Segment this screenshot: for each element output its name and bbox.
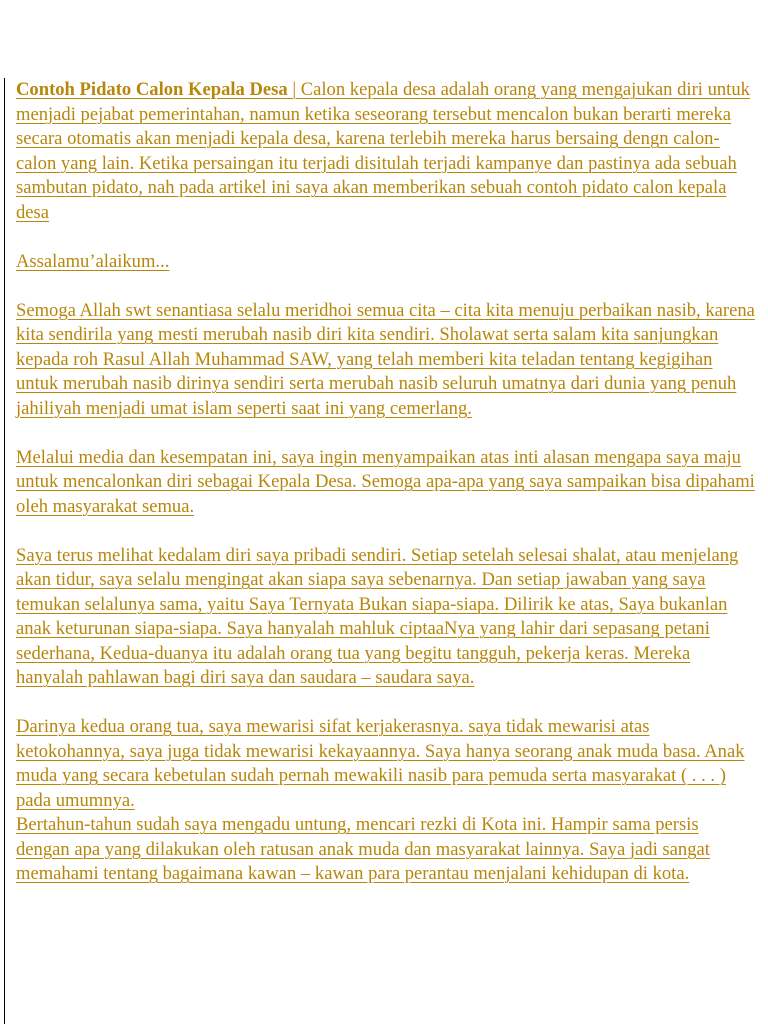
greeting-paragraph: [16, 250, 756, 275]
paragraph-2: [16, 446, 756, 520]
article-body: [16, 78, 756, 887]
article-title-link[interactable]: Contoh Pidato Calon Kepala Desa: [16, 79, 288, 100]
paragraph-1: [16, 299, 756, 422]
left-margin-rule: [4, 78, 5, 1024]
paragraph-3-link[interactable]: Saya terus melihat kedalam diri saya pribadi sendiri. Setiap setelah selesai shalat, atau menjelang akan tidur, saya selalu mengingat akan siapa saya sebenarnya. Dan setiap jawaban yang saya temukan selalunya sama, yaitu Saya Ternyata Bukan siapa-siapa. Dilirik ke atas, Saya bukanlan anak keturunan siapa-siapa. Saya hanyalah mahluk ciptaaNya yang lahir dari sepasang petani sederhana, Kedua-duanya itu adalah orang tua yang begitu tangguh, pekerja keras. Mereka hanyalah pahlawan bagi diri saya dan saudara – saudara saya.: [16, 544, 739, 688]
paragraph-4-link[interactable]: Darinya kedua orang tua, saya mewarisi sifat kerjakerasnya. saya tidak mewarisi atas ketokohannya, saya juga tidak mewarisi kekayaannya. Saya hanya seorang anak muda basa. Anak muda yang secara kebetulan sudah pernah mewakili nasib para pemuda serta masyarakat ( . . . ) pada umumnya.: [16, 716, 745, 811]
intro-text-link[interactable]: Calon kepala desa adalah orang yang mengajukan diri untuk menjadi pejabat pemerintahan, namun ketika seseorang tersebut mencalon bukan berarti mereka secara otomatis akan menjadi kepala desa, karena terlebih mereka harus bersaing dengn calon-calon yang lain. Ketika persaingan itu terjadi disitulah terjadi kampanye dan pastinya ada sebuah sambutan pidato, nah pada artikel ini saya akan memberikan sebuah contoh pidato calon kepala desa: [16, 79, 750, 223]
greeting-link[interactable]: Assalamu’alaikum...: [16, 250, 170, 272]
paragraph-1-link[interactable]: Semoga Allah swt senantiasa selalu meridhoi semua cita – cita kita menuju perbaikan nasib, karena kita sendirila yang mesti merubah nasib diri kita sendiri. Sholawat serta salam kita sanjungkan kepada roh Rasul Allah Muhammad SAW, yang telah memberi kita teladan tentang kegigihan untuk merubah nasib dirinya sendiri serta merubah nasib seluruh umatnya dari dunia yang penuh jahiliyah menjadi umat islam seperti saat ini yang cemerlang.: [16, 299, 755, 419]
paragraph-3: [16, 544, 756, 691]
paragraph-5-link[interactable]: Bertahun-tahun sudah saya mengadu untung, mencari rezki di Kota ini. Hampir sama persis dengan apa yang dilakukan oleh ratusan anak muda dan masyarakat lainnya. Saya jadi sangat memahami tentang bagaimana kawan – kawan para perantau menjalani kehidupan di kota.: [16, 814, 710, 884]
title-separator[interactable]: |: [287, 79, 301, 100]
paragraph-2-link[interactable]: Melalui media dan kesempatan ini, saya ingin menyampaikan atas inti alasan mengapa saya maju untuk mencalonkan diri sebagai Kepala Desa. Semoga apa-apa yang saya sampaikan bisa dipahami oleh masyarakat semua.: [16, 446, 755, 517]
paragraph-5: [16, 813, 756, 887]
paragraph-4: [16, 715, 756, 813]
intro-paragraph: [16, 78, 756, 225]
